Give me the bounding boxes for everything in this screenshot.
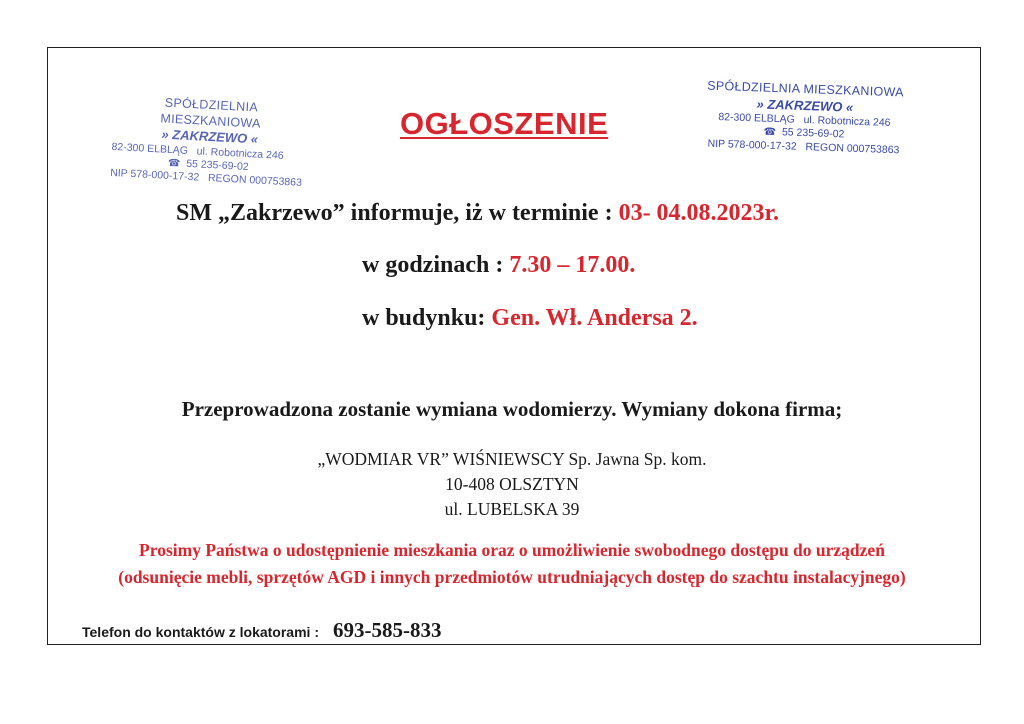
announcement-date-line [176, 200, 779, 227]
notice-title: OGŁOSZENIE [400, 106, 609, 141]
contact-label: Telefon do kontaktów z lokatorami : [82, 624, 319, 640]
phone-icon: ☎ [167, 157, 181, 170]
stamp-street: ul. Robotnicza 246 [196, 144, 284, 162]
building-label: w budynku: [362, 305, 492, 331]
stamp-name: SPÓŁDZIELNIA MIESZKANIOWA [706, 78, 905, 100]
company-name: „WODMIAR VR” WIŚNIEWSCY Sp. Jawna Sp. kom. [317, 449, 707, 469]
stamp-regon: REGON 000753863 [207, 172, 303, 190]
hours-value: 7.30 – 17.00. [509, 252, 636, 278]
stamp-brand: » ZAKRZEWO « [756, 95, 854, 115]
building-value: Gen. Wł. Andersa 2. [491, 305, 698, 331]
request-line-2: (odsunięcie mebli, sprzętów AGD i innych przedmiotów utrudniających dostęp do szachtu instalacyjnego) [118, 567, 906, 587]
stamp-phone: 55 235-69-02 [185, 157, 249, 173]
request-line-1: Prosimy Państwa o udostępnienie mieszkania oraz o umożliwienie swobodnego dostępu do urządzeń [139, 540, 885, 560]
announcement-building-line [362, 305, 698, 332]
contact-info [82, 618, 441, 643]
stamp-nip: NIP 578-000-17-32 [109, 166, 200, 184]
cooperative-stamp-right [701, 78, 908, 157]
stamp-city: 82-300 ELBLĄG [111, 140, 189, 157]
announcement-date: 03- 04.08.2023r. [618, 200, 780, 226]
company-street: ul. LUBELSKA 39 [444, 499, 580, 519]
cooperative-stamp-left [110, 93, 309, 190]
stamp-name: SPÓŁDZIELNIA MIESZKANIOWA [160, 95, 262, 131]
contact-phone: 693-585-833 [332, 618, 442, 642]
stamp-nip: NIP 578-000-17-32 [707, 137, 797, 153]
access-request [0, 537, 1024, 591]
hours-label: w godzinach : [362, 252, 510, 278]
stamp-street: ul. Robotnicza 246 [803, 113, 891, 129]
stamp-city: 82-300 ELBLĄG [718, 110, 796, 126]
stamp-regon: REGON 000753863 [805, 140, 900, 156]
phone-icon: ☎ [763, 126, 777, 139]
announcement-hours-line [362, 252, 635, 279]
stamp-brand: » ZAKRZEWO « [161, 126, 259, 147]
company-city: 10-408 OLSZTYN [445, 474, 579, 494]
replacement-statement: Przeprowadzona zostanie wymiana wodomierzy. Wymiany dokona firma; [181, 397, 843, 421]
stamp-phone: 55 235-69-02 [781, 126, 845, 141]
announcement-intro: SM „Zakrzewo” informuje, iż w terminie : [176, 200, 619, 226]
company-info [0, 447, 1024, 522]
